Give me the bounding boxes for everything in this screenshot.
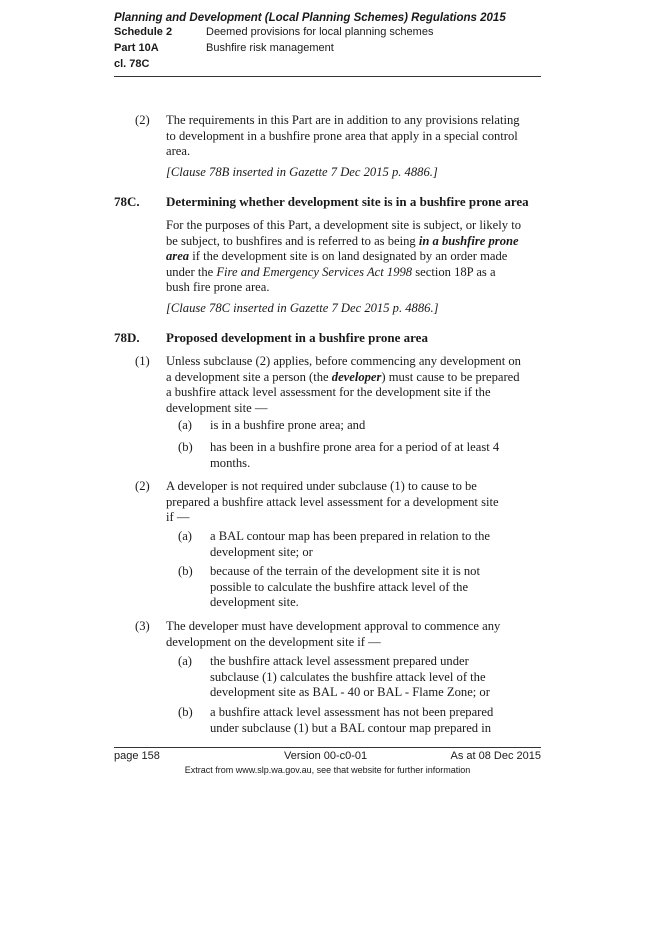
header-rule <box>114 76 541 77</box>
text-line: For the purposes of this Part, a development site is subject, or likely to <box>166 218 522 232</box>
page-number: page 158 <box>114 750 160 762</box>
header-part-row <box>114 42 541 54</box>
subclause-number: (2) <box>135 479 150 493</box>
text-span: section 18P as a <box>412 264 496 279</box>
subclause-number: (2) <box>135 113 150 127</box>
subclause-text <box>166 113 520 160</box>
subclause-text <box>166 479 499 526</box>
text-span: a development site a person (the <box>166 369 332 384</box>
text-line: development site — <box>166 400 268 415</box>
paragraph-text <box>210 705 493 736</box>
text-line <box>166 234 521 250</box>
text-line: development on the development site if — <box>166 634 381 649</box>
text-line: bush fire prone area. <box>166 280 270 294</box>
text-line <box>166 249 521 265</box>
paragraph-text: is in a bushfire prone area; and <box>210 418 366 432</box>
header-clause-label: cl. 78C <box>114 58 150 70</box>
header-schedule-value: Deemed provisions for local planning schemes <box>206 26 434 38</box>
text-line: the bushfire attack level assessment prepared under <box>210 654 469 668</box>
paragraph-text <box>210 654 490 701</box>
clause-heading: Proposed development in a bushfire prone area <box>166 330 428 345</box>
text-line: to development in a bushfire prone area that apply in a special control <box>166 128 518 143</box>
clause-number: 78D. <box>114 330 140 345</box>
text-line: under subclause (1) but a BAL contour map prepared in <box>210 720 492 735</box>
header-schedule-row <box>114 26 541 38</box>
text-line: A developer is not required under subclause (1) to cause to be <box>166 479 477 493</box>
subclause-number: (3) <box>135 619 150 633</box>
clause-text <box>166 218 521 296</box>
text-line: development site as BAL - 40 or BAL - Flame Zone; or <box>210 685 490 699</box>
text-line: development site. <box>210 595 299 609</box>
text-line: has been in a bushfire prone area for a period of at least 4 <box>210 440 500 454</box>
text-line: development site; or <box>210 544 313 559</box>
text-line: Unless subclause (2) applies, before commencing any development on <box>166 354 521 368</box>
extract-notice: Extract from www.slp.wa.gov.au, see that website for further information <box>184 765 471 775</box>
header-part-label: Part 10A <box>114 42 159 54</box>
text-line <box>166 370 521 386</box>
text-span: under the <box>166 264 217 279</box>
clause-heading: Determining whether development site is in a bushfire prone area <box>166 194 529 209</box>
text-line: The requirements in this Part are in addition to any provisions relating <box>166 113 520 127</box>
version-label: Version 00-c0-01 <box>284 750 368 762</box>
amendment-note: [Clause 78B inserted in Gazette 7 Dec 2015 p. 4886.] <box>166 165 438 179</box>
paragraph-text <box>210 529 490 560</box>
header-schedule-label: Schedule 2 <box>114 26 173 38</box>
paragraph-number: (a) <box>178 418 192 432</box>
text-line: a bushfire attack level assessment for the development site if the <box>166 385 491 399</box>
act-name: Fire and Emergency Services Act 1998 <box>216 264 413 279</box>
text-line: area. <box>166 144 191 158</box>
paragraph-number: (a) <box>178 529 192 543</box>
text-line: months. <box>210 455 251 470</box>
subclause-text <box>166 354 521 416</box>
defined-term: in a bushfire prone <box>418 233 519 248</box>
text-line: prepared a bushfire attack level assessment for a development site <box>166 494 499 509</box>
text-line: a BAL contour map has been prepared in relation to the <box>210 529 490 543</box>
clause-number: 78C. <box>114 194 140 209</box>
text-line: because of the terrain of the development site it is not <box>210 564 480 578</box>
defined-term: area <box>166 249 190 263</box>
subclause-text <box>166 619 500 650</box>
text-line: a bushfire attack level assessment has not been prepared <box>210 705 494 719</box>
text-line <box>166 265 521 281</box>
text-line: subclause (1) calculates the bushfire attack level of the <box>210 669 486 684</box>
header-clause-row <box>114 58 541 70</box>
paragraph-number: (b) <box>178 564 193 578</box>
text-span: if the development site is on land designated by an order made <box>189 249 508 263</box>
paragraph-number: (b) <box>178 705 193 719</box>
footer-rule <box>114 747 541 748</box>
text-line: if — <box>166 510 190 524</box>
paragraph-number: (b) <box>178 440 193 454</box>
defined-term: developer <box>331 369 382 384</box>
amendment-note: [Clause 78C inserted in Gazette 7 Dec 2015 p. 4886.] <box>166 301 439 315</box>
paragraph-text <box>210 564 480 611</box>
subclause-number: (1) <box>135 354 150 368</box>
as-at-date: As at 08 Dec 2015 <box>450 750 541 762</box>
text-line: possible to calculate the bushfire attack level of the <box>210 579 469 594</box>
text-line: The developer must have development approval to commence any <box>166 619 501 633</box>
text-span: be subject, to bushfires and is referred to as being <box>166 233 419 248</box>
running-header-title: Planning and Development (Local Planning Schemes) Regulations 2015 <box>114 12 506 24</box>
paragraph-text <box>210 440 499 471</box>
paragraph-number: (a) <box>178 654 192 668</box>
text-span: ) must cause to be prepared <box>381 369 520 384</box>
header-part-value: Bushfire risk management <box>206 42 334 54</box>
